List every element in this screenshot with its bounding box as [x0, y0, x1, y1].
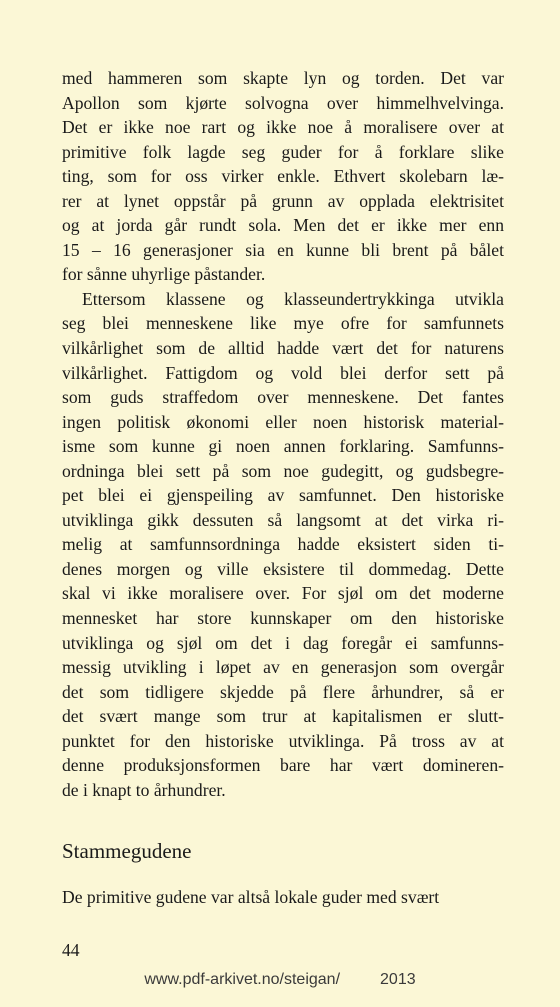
text-line: som guds straffedom over menneskene. Det fantes [62, 387, 504, 408]
text-line: det svært mange som trur at kapitalismen er slutt- [62, 706, 504, 727]
text-line: Apollon som kjørte solvogna over himmelhvelvinga. [62, 92, 504, 113]
text-line: ordninga blei sett på som noe gudegitt, og gudsbegre- [62, 460, 504, 481]
text-line: utviklinga gikk dessuten så langsomt at det virka ri- [62, 509, 504, 530]
text-line: 15 – 16 generasjoner sia en kunne bli brent på bålet [62, 239, 504, 260]
footer-source-url: www.pdf-arkivet.no/steigan/ [144, 971, 341, 988]
text-line: Det er ikke noe rart og ikke noe å moralisere over at [62, 117, 504, 138]
text-line: punktet for den historiske utviklinga. På tross av at [62, 730, 504, 751]
text-line: rer at lynet oppstår på grunn av opplada elektrisitet [62, 190, 504, 211]
text-line: seg blei menneskene like mye ofre for samfunnets [62, 313, 504, 334]
text-line: ingen politisk økonomi eller noen historisk material- [62, 411, 504, 432]
text-line: pet blei ei gjenspeiling av samfunnet. Den historiske [62, 485, 504, 506]
paragraph-1 [62, 66, 504, 287]
paragraph-3-first-line: De primitive gudene var altså lokale guder med svært [62, 887, 440, 907]
text-line: Ettersom klassene og klasseundertrykkinga utvikla [82, 288, 504, 309]
text-line: ting, som for oss virker enkle. Ethvert skolebarn læ- [62, 166, 504, 187]
text-line: messig utvikling i løpet av en generasjon som overgår [62, 657, 504, 678]
paragraph-2 [62, 287, 504, 802]
text-line: primitive folk lagde seg guder for å forklare slike [62, 141, 504, 162]
body-text [62, 66, 504, 802]
footer-watermark [0, 968, 560, 992]
text-line: isme som kunne gi noen annen forklaring. Samfunns- [62, 436, 504, 457]
page-number: 44 [62, 940, 80, 960]
text-line: med hammeren som skapte lyn og torden. Det var [62, 68, 504, 88]
text-line: denne produksjonsformen bare har vært domineren- [62, 755, 504, 776]
section-heading: Stammegudene [62, 839, 192, 863]
text-line: denes morgen og ville eksistere til dommedag. Dette [62, 558, 504, 579]
text-line: vilkårlighet. Fattigdom og vold blei derfor sett på [62, 362, 504, 383]
text-line: og at jorda går rundt sola. Men det er ikke mer enn [62, 215, 504, 236]
footer-year: 2013 [380, 971, 416, 988]
text-line: skal vi ikke moralisere over. For sjøl om det moderne [62, 583, 504, 604]
text-line: melig at samfunnsordninga hadde eksistert siden ti- [62, 534, 504, 555]
text-line: mennesket har store kunnskaper om den historiske [62, 608, 504, 629]
text-line: utviklinga og sjøl om det i dag foregår ei samfunns- [62, 632, 504, 653]
text-line: for sånne uhyrlige påstander. [62, 264, 266, 285]
text-line: det som tidligere skjedde på flere århundrer, så er [62, 681, 504, 702]
text-line: vilkårlighet som de alltid hadde vært det for naturens [62, 338, 504, 359]
text-line: de i knapt to århundrer. [62, 779, 226, 800]
